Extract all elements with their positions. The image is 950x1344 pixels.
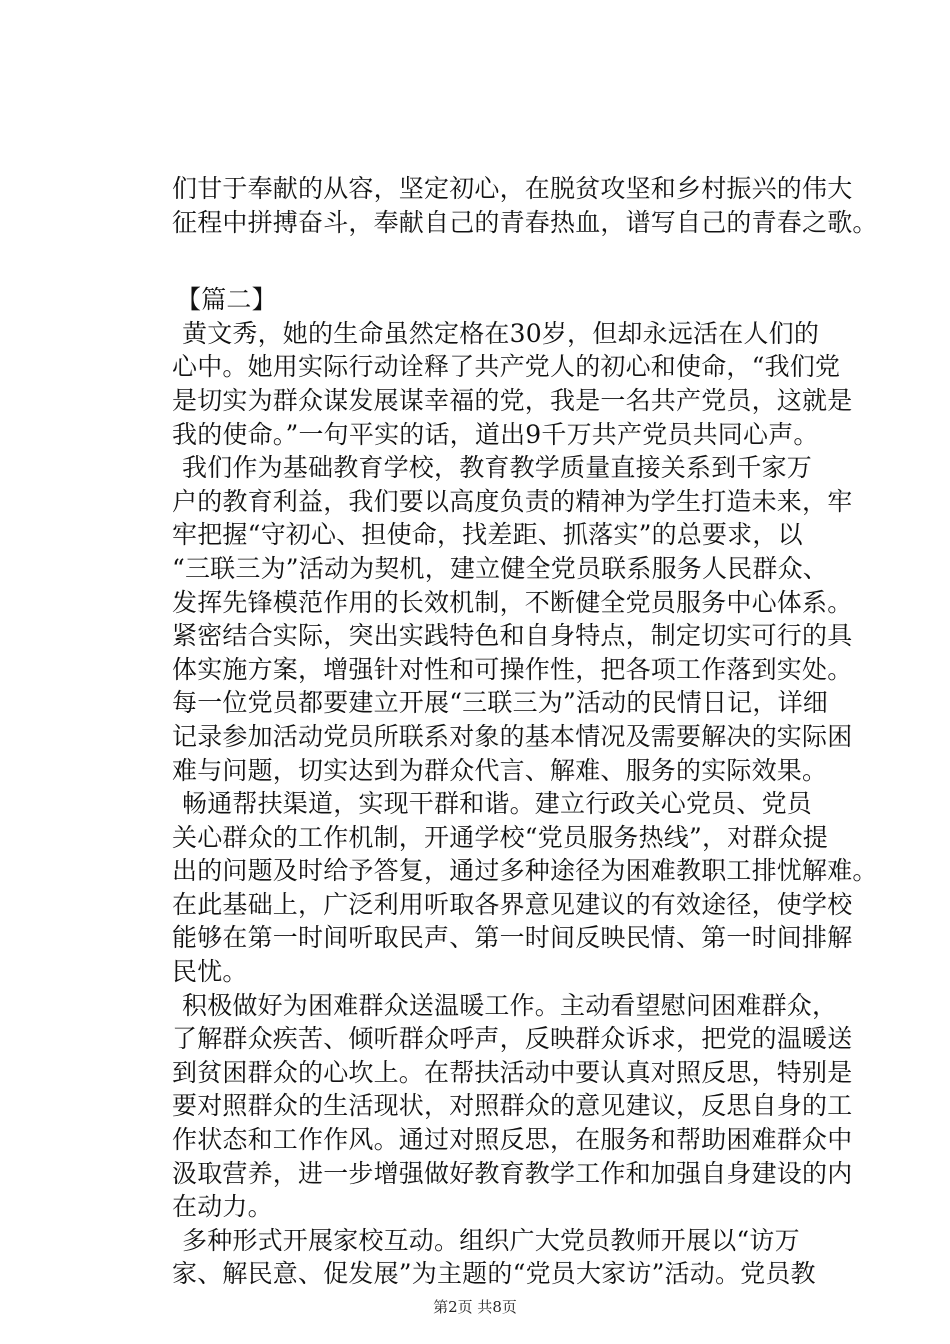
text-line: 家、解民意、促发展”为主题的“党员大家访”活动。党员教 — [172, 1259, 816, 1289]
text-line: 在动力。 — [172, 1192, 273, 1222]
section-title: 【篇二】 — [176, 285, 277, 315]
paragraph — [172, 1224, 862, 1291]
text-line: 发挥先锋模范作用的长效机制，不断健全党员服务中心体系。 — [172, 587, 853, 617]
text-line: 要对照群众的生活现状，对照群众的意见建议，反思自身的工 — [172, 1091, 853, 1121]
text-line: 了解群众疾苦、倾听群众呼声，反映群众诉求，把党的温暖送 — [172, 1024, 853, 1054]
text-line: 记录参加活动党员所联系对象的基本情况及需要解决的实际困 — [172, 721, 853, 751]
text-line: 牢把握“守初心、担使命，找差距、抓落实”的总要求，以 — [172, 520, 803, 550]
text-line: 多种形式开展家校互动。组织广大党员教师开展以“访万 — [182, 1225, 800, 1255]
page-footer: 第2页 共8页 — [433, 1298, 517, 1316]
paragraph — [172, 989, 862, 1224]
paragraph — [172, 317, 862, 451]
text-line: 我的使命。”一句平实的话，道出9千万共产党员共同心声。 — [172, 419, 819, 449]
text-line: 每一位党员都要建立开展“三联三为”活动的民情日记，详细 — [172, 688, 828, 718]
text-line: 能够在第一时间听取民声、第一时间反映民情、第一时间排解 — [172, 923, 853, 953]
text-line: 关心群众的工作机制，开通学校“党员服务热线”，对群众提 — [172, 822, 828, 852]
text-line: 征程中拼搏奋斗，奉献自己的青春热血，谱写自己的青春之歌。 — [172, 207, 878, 237]
section-gap — [172, 239, 862, 283]
text-line: 们甘于奉献的从容，坚定初心，在脱贫攻坚和乡村振兴的伟大 — [172, 174, 853, 203]
text-line: 积极做好为困难群众送温暖工作。主动看望慰问困难群众， — [182, 990, 838, 1020]
text-line: 难与问题，切实达到为群众代言、解难、服务的实际效果。 — [172, 755, 828, 785]
document-body — [172, 172, 878, 1291]
paragraph — [172, 451, 862, 787]
text-line: 是切实为群众谋发展谋幸福的党，我是一名共产党员，这就是 — [172, 385, 853, 415]
text-line: 畅通帮扶渠道，实现干群和谐。建立行政关心党员、党员 — [182, 789, 813, 819]
text-line: 紧密结合实际，突出实践特色和自身特点，制定切实可行的具 — [172, 621, 853, 651]
text-line: 体实施方案，增强针对性和可操作性，把各项工作落到实处。 — [172, 654, 853, 684]
text-line: 心中。她用实际行动诠释了共产党人的初心和使命，“我们党 — [172, 352, 841, 382]
text-line: 汲取营养，进一步增强做好教育教学工作和加强自身建设的内 — [172, 1158, 853, 1188]
text-line: 作状态和工作作风。通过对照反思，在服务和帮助困难群众中 — [172, 1125, 853, 1155]
paragraph — [172, 787, 878, 989]
text-line: 在此基础上，广泛利用听取各界意见建议的有效途径，使学校 — [172, 889, 853, 919]
text-line: 我们作为基础教育学校，教育教学质量直接关系到千家万 — [182, 453, 813, 483]
text-line: 黄文秀，她的生命虽然定格在30岁，但却永远活在人们的 — [182, 318, 820, 348]
text-line: 民忧。 — [172, 957, 248, 987]
text-line: 出的问题及时给予答复，通过多种途径为困难教职工排忧解难。 — [172, 856, 878, 886]
text-line: 到贫困群众的心坎上。在帮扶活动中要认真对照反思，特别是 — [172, 1057, 853, 1087]
text-line: “三联三为”活动为契机，建立健全党员联系服务人民群众、 — [172, 553, 828, 583]
text-line: 户的教育利益，我们要以高度负责的精神为学生打造未来，牢 — [172, 486, 853, 516]
